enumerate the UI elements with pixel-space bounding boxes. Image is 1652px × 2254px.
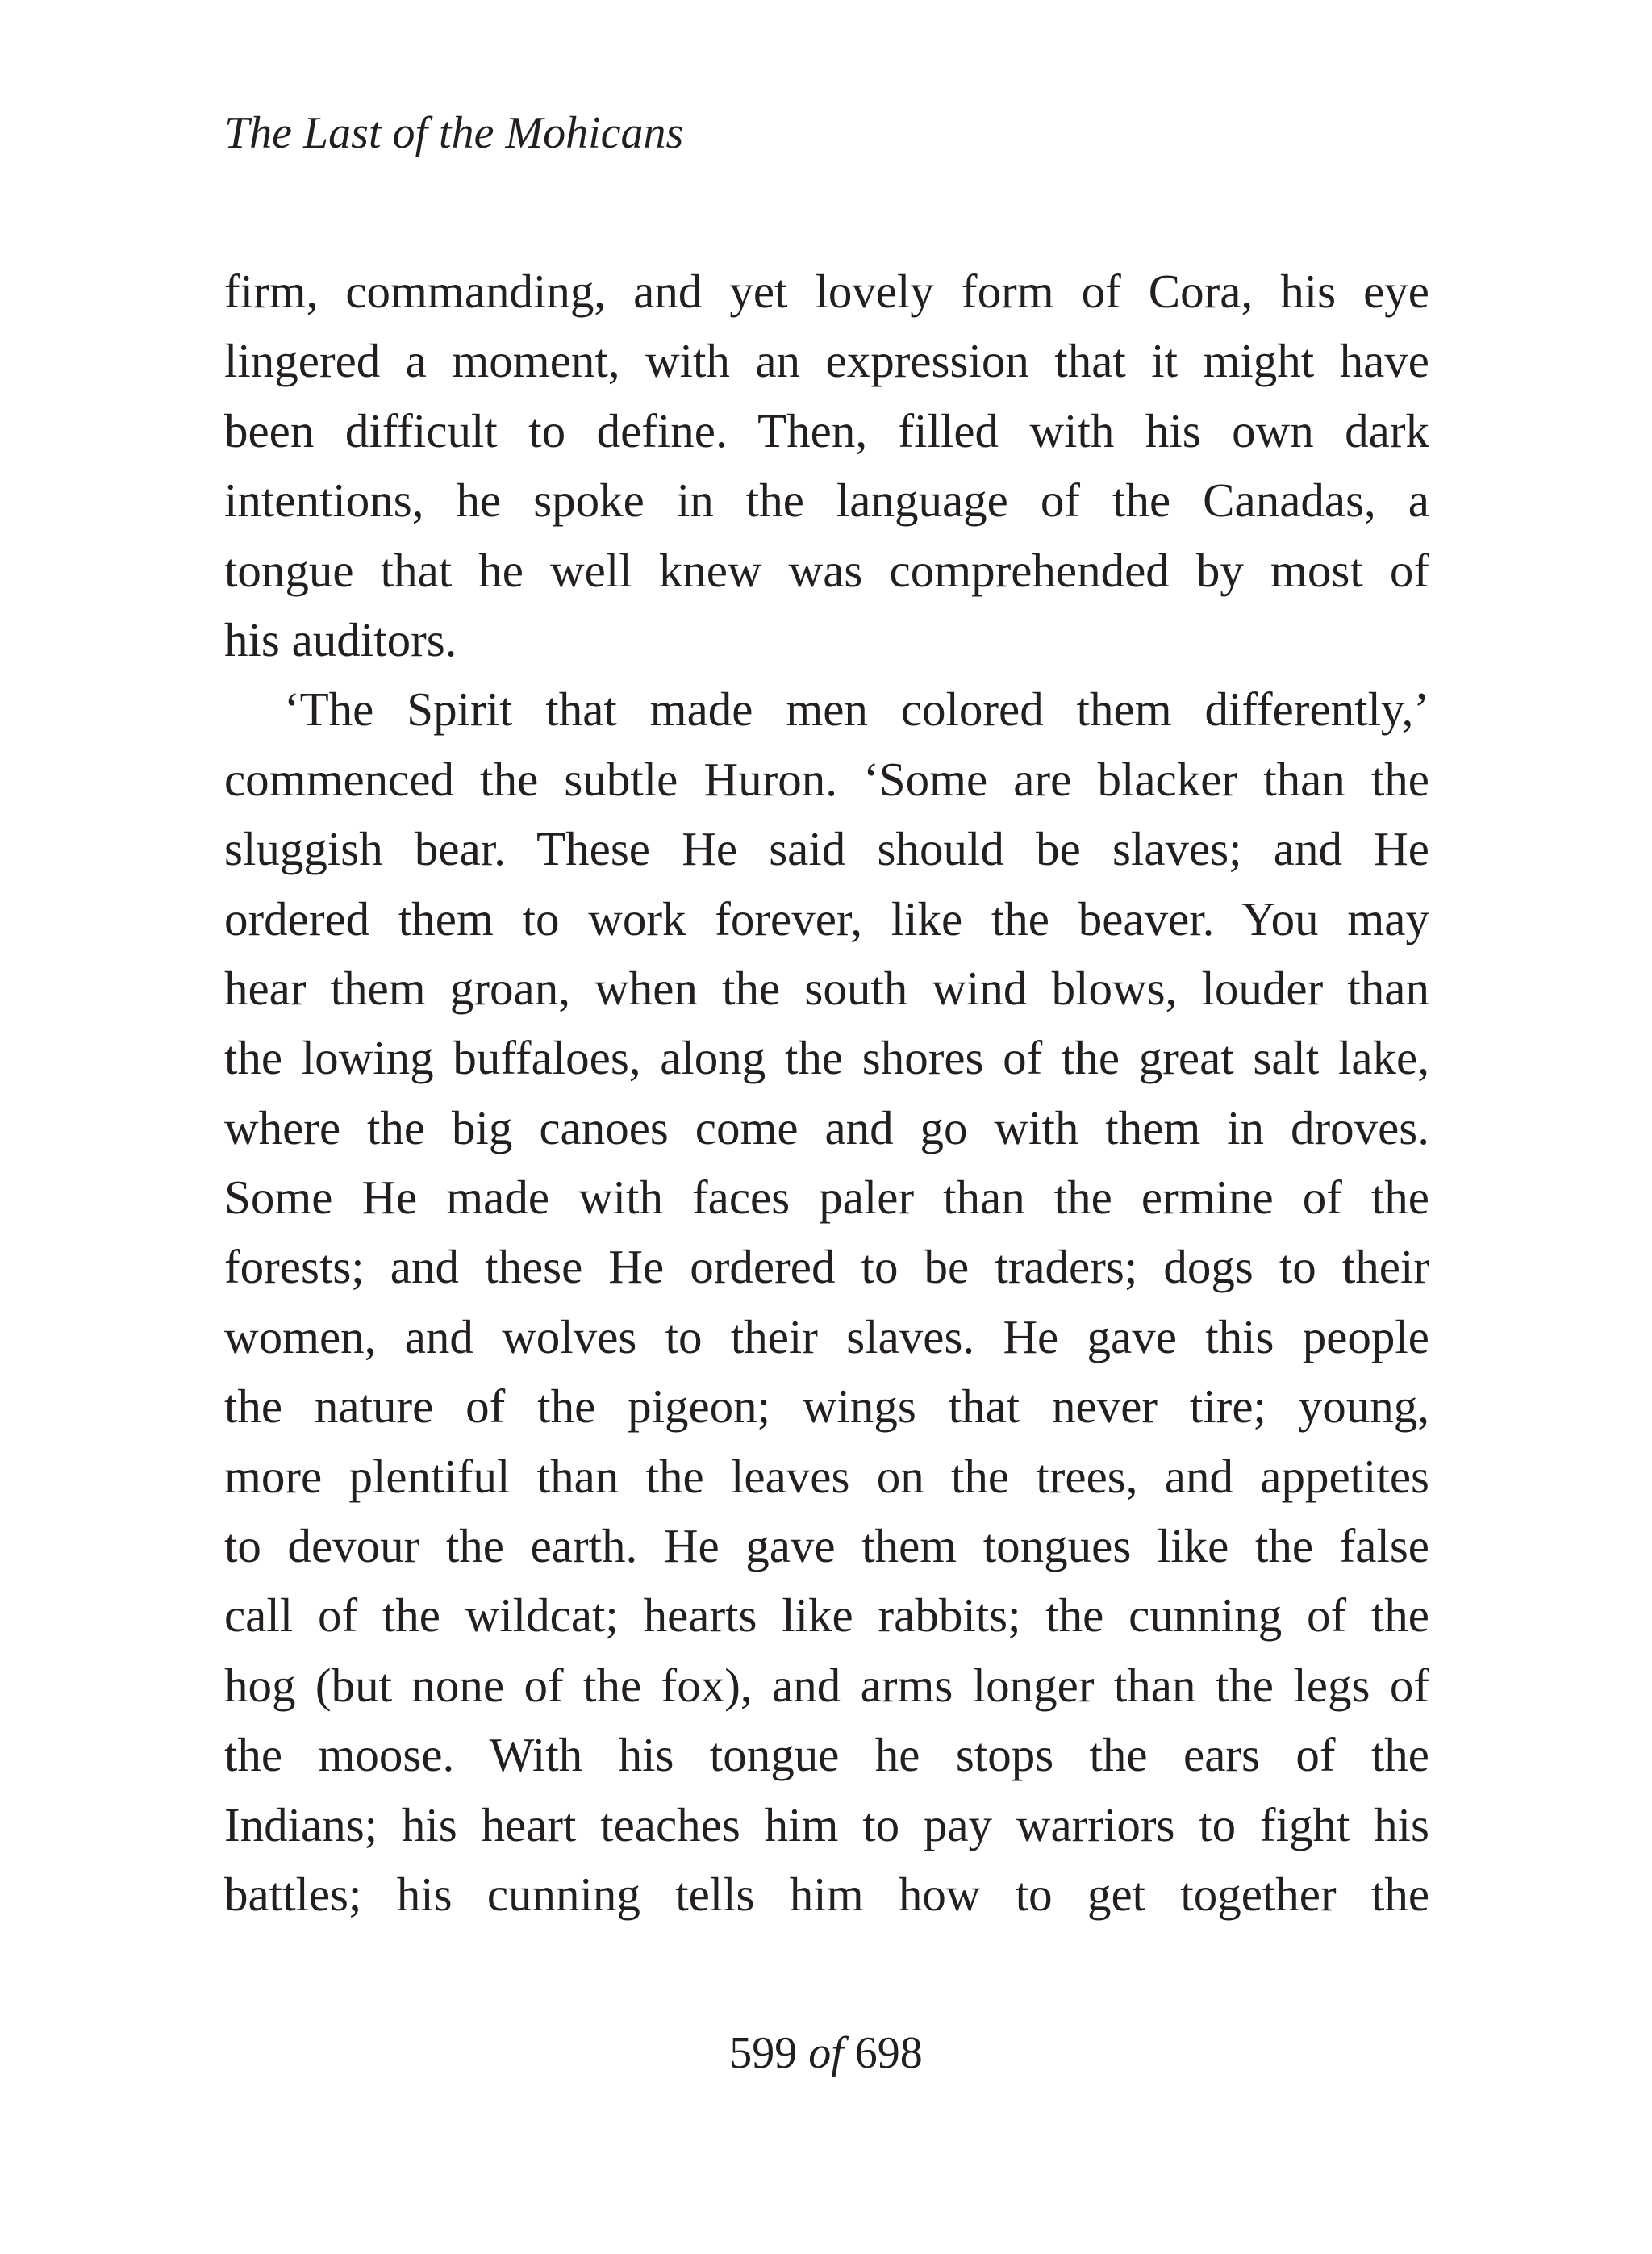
text-line: where the big canoes come and go with them in droves. [224, 1100, 1429, 1154]
text-line: call of the wildcat; hearts like rabbits; the cunning of the [224, 1588, 1429, 1642]
text-line: hog (but none of the fox), and arms longer than the legs of [224, 1658, 1429, 1712]
text-line: the lowing buffaloes, along the shores of the great salt lake, [224, 1031, 1429, 1085]
text-line: battles; his cunning tells him how to get together the [224, 1867, 1429, 1921]
text-line: firm, commanding, and yet lovely form of Cora, his eye [224, 265, 1429, 318]
text-line: sluggish bear. These He said should be slaves; and He [224, 822, 1429, 876]
text-line: women, and wolves to their slaves. He gave this people [224, 1309, 1429, 1363]
total-pages: 698 [854, 2028, 923, 2078]
text-line: forests; and these He ordered to be traders; dogs to their [224, 1240, 1429, 1294]
text-line: ordered them to work forever, like the beaver. You may [224, 891, 1429, 945]
text-line: more plentiful than the leaves on the trees, and appetites [224, 1449, 1429, 1503]
body-text [224, 257, 1429, 1929]
text-line: the moose. With his tongue he stops the ears of the [224, 1728, 1429, 1782]
text-line: Some He made with faces paler than the ermine of the [224, 1171, 1429, 1225]
text-line: ‘The Spirit that made men colored them differently,’ [284, 682, 1429, 737]
page-number [0, 2025, 1652, 2081]
current-page: 599 [729, 2028, 798, 2078]
text-line: lingered a moment, with an expression that it might have [224, 334, 1429, 388]
text-line: hear them groan, when the south wind blows, louder than [224, 961, 1429, 1015]
text-line: intentions, he spoke in the language of the Canadas, a [224, 474, 1429, 528]
text-line: tongue that he well knew was comprehended by most of [224, 543, 1429, 597]
text-line: Indians; his heart teaches him to pay warriors to fight his [224, 1797, 1429, 1851]
text-line: been difficult to define. Then, filled with his own dark [224, 403, 1429, 457]
text-line: his auditors. [224, 612, 457, 666]
text-line: to devour the earth. He gave them tongues like the false [224, 1519, 1429, 1573]
page-of-label: of [808, 2028, 844, 2078]
running-title: The Last of the Mohicans [224, 108, 684, 158]
text-line: the nature of the pigeon; wings that never tire; young, [224, 1380, 1429, 1434]
text-line: commenced the subtle Huron. ‘Some are blacker than the [224, 752, 1429, 806]
